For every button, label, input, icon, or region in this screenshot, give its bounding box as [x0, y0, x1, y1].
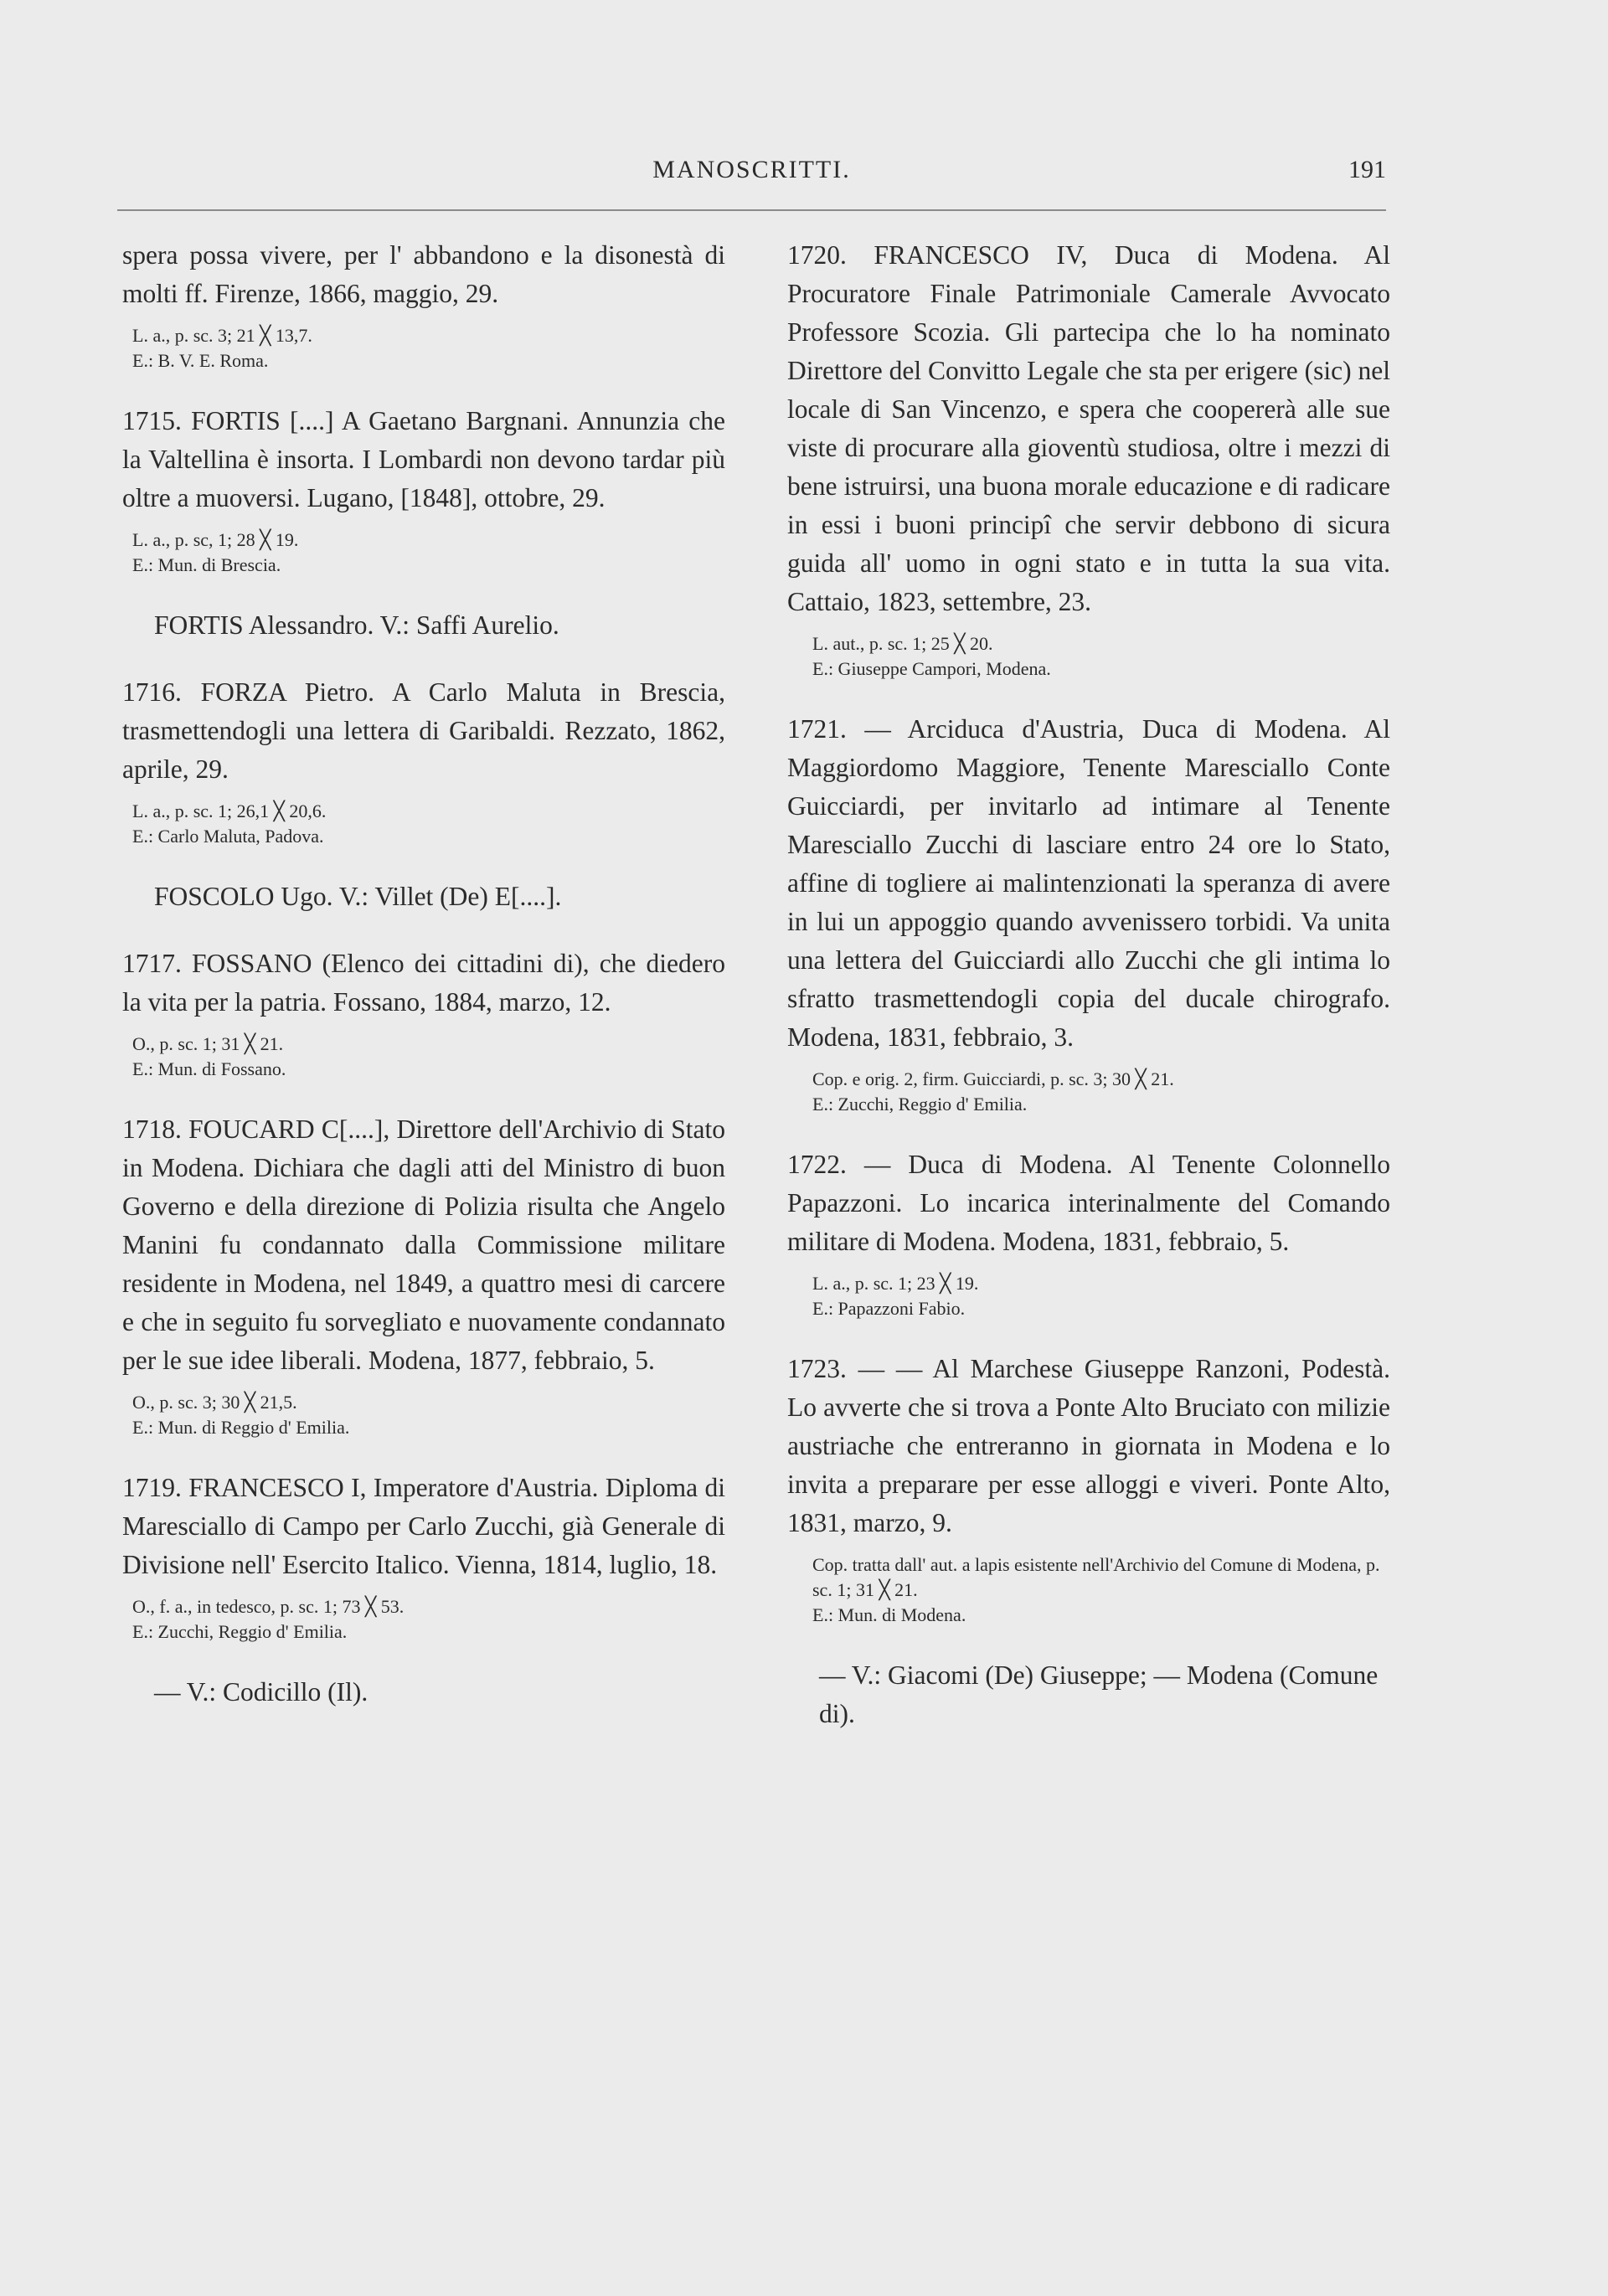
entry-note: E.: Mun. di Brescia. — [132, 554, 281, 575]
entry-note: L. a., p. sc. 1; 23 ╳ 19. — [812, 1273, 979, 1294]
entry-1721 — [787, 710, 1390, 1117]
entry-1717 — [122, 945, 725, 1082]
entry-note: O., p. sc. 3; 30 ╳ 21,5. — [132, 1392, 297, 1413]
entry-note: O., f. a., in tedesco, p. sc. 1; 73 ╳ 53. — [132, 1596, 405, 1617]
entry-note: E.: Mun. di Fossano. — [132, 1058, 286, 1079]
cross-reference: — V.: Giacomi (De) Giuseppe; — Modena (Comune di). — [819, 1660, 1379, 1728]
cross-reference: — V.: Codicillo (Il). — [154, 1677, 368, 1707]
entry-note: L. aut., p. sc. 1; 25 ╳ 20. — [812, 633, 993, 654]
entry-note: E.: Zucchi, Reggio d' Emilia. — [812, 1094, 1028, 1115]
entry-text: 1715. FORTIS [....] A Gaetano Bargnani. Annunzia che la Valtellina è insorta. I Lombardi non devono tardar più oltre a muoversi. Lugano, [1848], ottobre, 29. — [122, 406, 725, 512]
entry-text: 1721. — Arciduca d'Austria, Duca di Modena. Al Maggiordomo Maggiore, Tenente Maresciallo Conte Guicciardi, per invitarlo ad intimare al Tenente Maresciallo Zucchi di lasciare entro 24 ore lo Stato, affine di togliere ai malintenzionati la speranza di avere in lui un appoggio quando avvenissero torbidi. Va unita una lettera del Guicciardi allo Zucchi che gli intima lo sfratto trasmettendogli copia del ducale chirografo. Modena, 1831, febbraio, 3. — [787, 714, 1390, 1052]
entry-note: E.: B. V. E. Roma. — [132, 350, 269, 371]
entry-note: E.: Mun. di Modena. — [812, 1604, 966, 1625]
left-column — [122, 236, 725, 1740]
entry-1716 — [122, 673, 725, 849]
cross-reference: FOSCOLO Ugo. V.: Villet (De) E[....]. — [154, 882, 562, 911]
entry-note: E.: Papazzoni Fabio. — [812, 1298, 966, 1319]
entry-text: 1716. FORZA Pietro. A Carlo Maluta in Brescia, trasmettendogli una lettera di Garibaldi. Rezzato, 1862, aprile, 29. — [122, 677, 725, 784]
entry-note: E.: Giuseppe Campori, Modena. — [812, 658, 1051, 679]
entry-1720 — [787, 236, 1390, 682]
entry-text: 1720. FRANCESCO IV, Duca di Modena. Al Procuratore Finale Patrimoniale Camerale Avvocato Professore Scozia. Gli partecipa che lo ha nominato Direttore del Convitto Legale che sta per erigere (sic) nel locale di San Vincenzo, e spera che coopererà alle sue viste di procurare alla gioventù studiosa, oltre i mezzi di bene istruirsi, una buona morale educazione e di radicare in essi i buoni principî che servir debbono di sicura guida all' uomo in ogni stato e in tutta la sua vita. Cattaio, 1823, settembre, 23. — [787, 240, 1390, 616]
entry-text: 1718. FOUCARD C[....], Direttore dell'Archivio di Stato in Modena. Dichiara che dagli atti del Ministro di buon Governo e della direzione di Polizia risulta che Angelo Manini fu condannato dalla Commissione militare residente in Modena, nel 1849, a quattro mesi di carcere e che in seguito fu sorvegliato e nuovamente condannato per le sue idee liberali. Modena, 1877, febbraio, 5. — [122, 1115, 725, 1375]
page-number: 191 — [1348, 156, 1386, 183]
entry-continuation — [122, 236, 725, 373]
entry-note: E.: Zucchi, Reggio d' Emilia. — [132, 1621, 348, 1642]
entry-note: L. a., p. sc. 1; 26,1 ╳ 20,6. — [132, 801, 327, 821]
entry-text: 1719. FRANCESCO I, Imperatore d'Austria. Diploma di Maresciallo di Campo per Carlo Zucchi, già Generale di Divisione nell' Esercito Italico. Vienna, 1814, luglio, 18. — [122, 1473, 725, 1579]
entry-1718 — [122, 1110, 725, 1440]
entry-1722 — [787, 1145, 1390, 1321]
entry-note: L. a., p. sc. 3; 21 ╳ 13,7. — [132, 325, 312, 346]
entry-text: 1717. FOSSANO (Elenco dei cittadini di), che diedero la vita per la patria. Fossano, 1884, marzo, 12. — [122, 949, 725, 1017]
entry-note: Cop. tratta dall' aut. a lapis esistente nell'Archivio del Comune di Modena, p. sc. 1; 31 ╳ 21. — [812, 1554, 1380, 1600]
entry-note: E.: Carlo Maluta, Padova. — [132, 826, 324, 847]
cross-reference: FORTIS Alessandro. V.: Saffi Aurelio. — [154, 610, 559, 640]
entry-text: 1723. — — Al Marchese Giuseppe Ranzoni, Podestà. Lo avverte che si trova a Ponte Alto Bruciato con milizie austriache che entreranno in giornata in Modena e lo invita a preparare per esse alloggi e viveri. Ponte Alto, 1831, marzo, 9. — [787, 1354, 1390, 1537]
entry-text: spera possa vivere, per l' abbandono e la disonestà di molti ff. Firenze, 1866, maggio, 29. — [122, 240, 725, 308]
entry-1719 — [122, 1469, 725, 1645]
entry-1715 — [122, 402, 725, 578]
entry-1723 — [787, 1350, 1390, 1628]
page-header — [117, 156, 1386, 198]
entry-note: Cop. e orig. 2, firm. Guicciardi, p. sc. 3; 30 ╳ 21. — [812, 1068, 1174, 1089]
entry-text: 1722. — Duca di Modena. Al Tenente Colonnello Papazzoni. Lo incarica interinalmente del Comando militare di Modena. Modena, 1831, febbraio, 5. — [787, 1150, 1390, 1256]
running-title: MANOSCRITTI. — [652, 156, 851, 183]
right-column — [787, 236, 1390, 1762]
entry-note: O., p. sc. 1; 31 ╳ 21. — [132, 1033, 284, 1054]
entry-note: L. a., p. sc, 1; 28 ╳ 19. — [132, 529, 299, 550]
entry-note: E.: Mun. di Reggio d' Emilia. — [132, 1417, 350, 1438]
header-rule — [117, 209, 1386, 211]
